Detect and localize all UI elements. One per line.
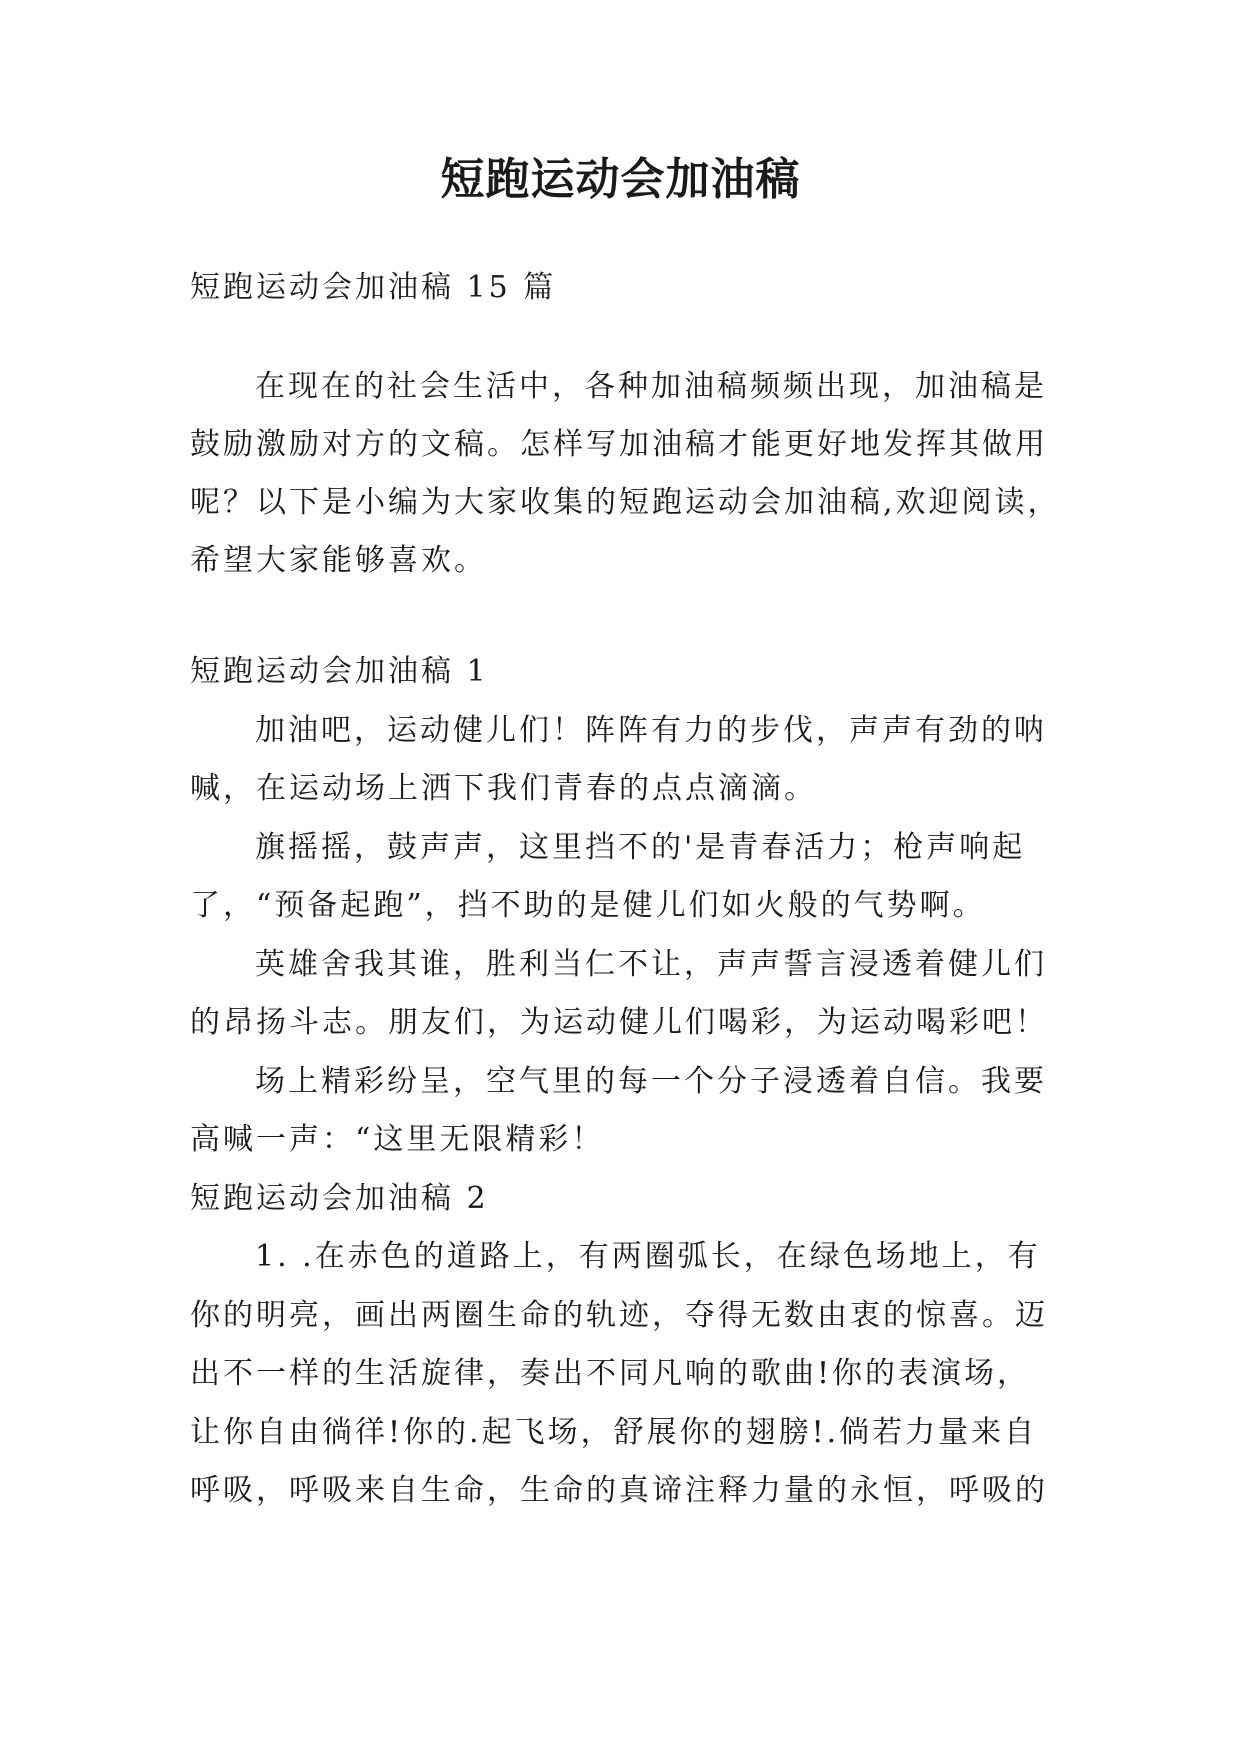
body-line: 喊，在运动场上洒下我们青春的点点滴滴。 — [190, 771, 817, 806]
intro-line: 希望大家能够喜欢。 — [190, 543, 487, 578]
body-line: 高喊一声：“这里无限精彩！ — [190, 1122, 605, 1157]
section-heading: 短跑运动会加油稿 2 — [190, 1181, 489, 1216]
body-line: 的昂扬斗志。朋友们，为运动健儿们喝彩，为运动喝彩吧！ — [190, 1005, 1048, 1040]
intro-line: 呢？以下是小编为大家收集的短跑运动会加油稿,欢迎阅读， — [190, 485, 1061, 520]
intro-line: 鼓励激励对方的文稿。怎样写加油稿才能更好地发挥其做用 — [190, 427, 1048, 462]
document-subtitle: 短跑运动会加油稿 15 篇 — [190, 270, 557, 305]
body-line: 你的明亮，画出两圈生命的轨迹，夺得无数由衷的惊喜。迈 — [190, 1298, 1048, 1333]
body-line: 出不一样的生活旋律，奏出不同凡响的歌曲!你的表演场， — [190, 1356, 1031, 1391]
body-line: 英雄舍我其谁，胜利当仁不让，声声誓言浸透着健儿们 — [255, 947, 1047, 982]
document-title: 短跑运动会加油稿 — [440, 154, 801, 205]
body-line: 旗摇摇，鼓声声，这里挡不的'是青春活力；枪声响起 — [255, 830, 1026, 865]
body-line: 呼吸，呼吸来自生命，生命的真谛注释力量的永恒，呼吸的 — [190, 1473, 1048, 1508]
body-line: 了，“预备起跑”，挡不助的是健儿们如火般的气势啊。 — [190, 888, 986, 923]
body-line: 1. .在赤色的道路上，有两圈弧长，在绿色场地上，有 — [255, 1239, 1041, 1274]
section-heading: 短跑运动会加油稿 1 — [190, 654, 489, 689]
body-line: 加油吧，运动健儿们！阵阵有力的步伐，声声有劲的呐 — [255, 713, 1047, 748]
intro-line: 在现在的社会生活中，各种加油稿频频出现，加油稿是 — [255, 369, 1047, 404]
body-line: 场上精彩纷呈，空气里的每一个分子浸透着自信。我要 — [255, 1064, 1047, 1099]
body-line: 让你自由徜徉!你的.起飞场，舒展你的翅膀!.倘若力量来自 — [190, 1415, 1038, 1450]
